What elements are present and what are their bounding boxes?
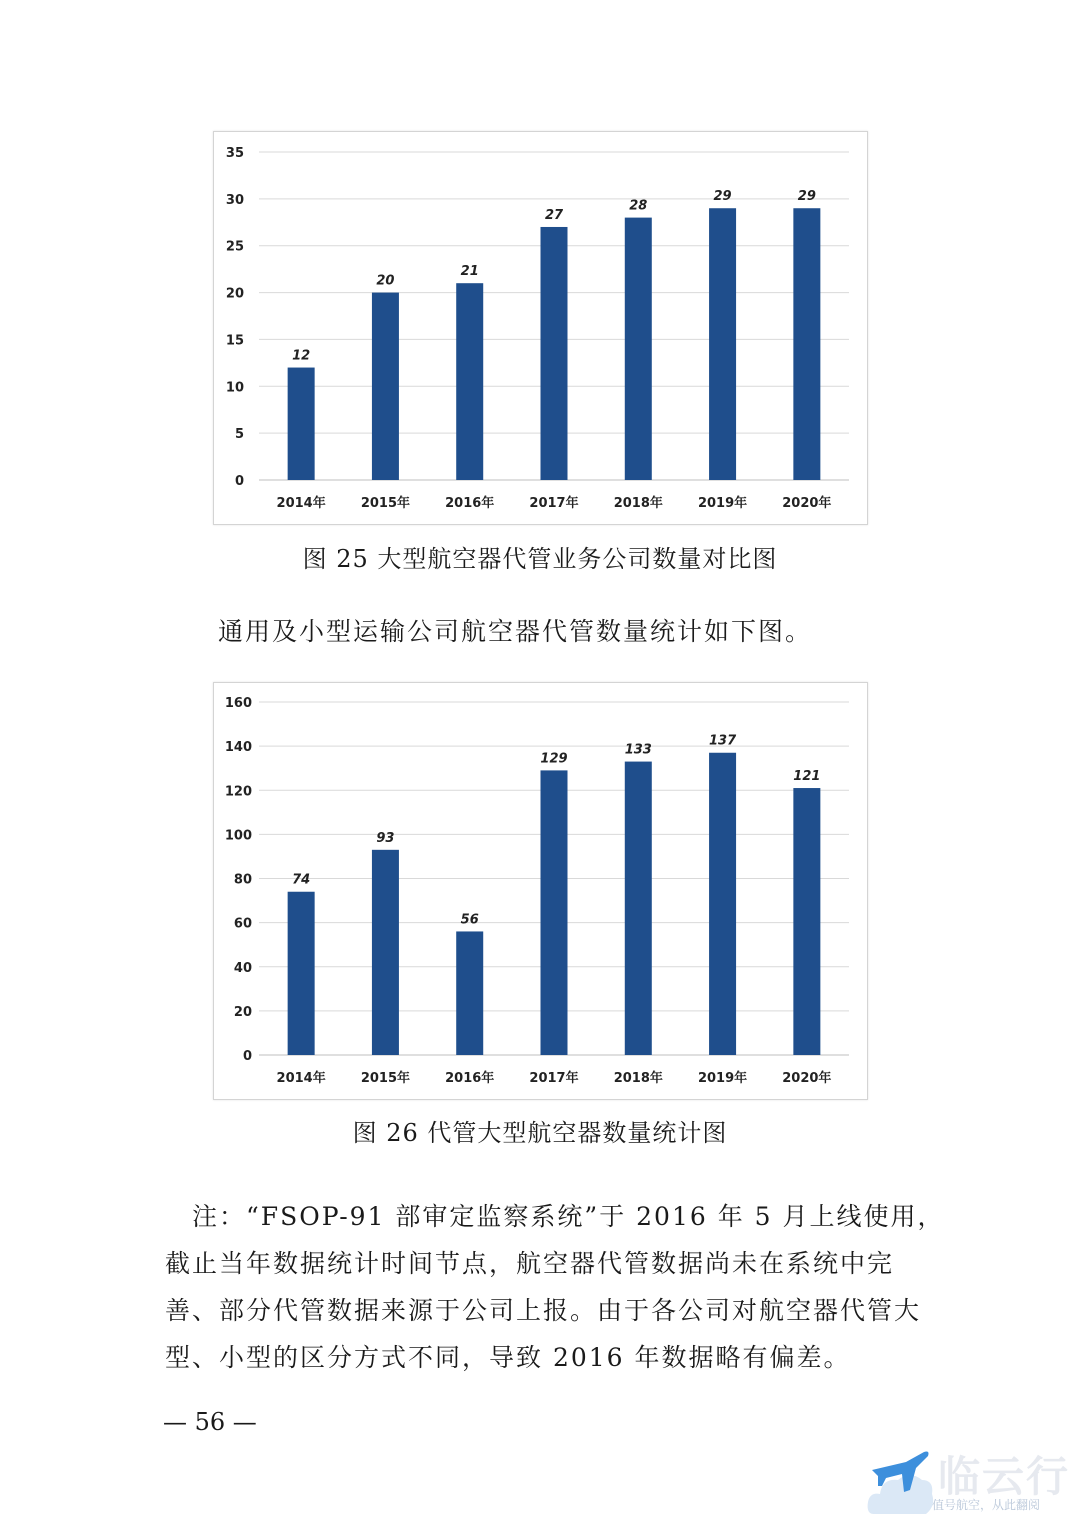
watermark-slogan: 值号航空，从此翻阅 bbox=[932, 1498, 1041, 1512]
y-tick-label: 25 bbox=[225, 239, 244, 255]
bar bbox=[456, 283, 483, 480]
y-tick-label: 10 bbox=[225, 380, 244, 396]
caption-fig26: 图 26 代管大型航空器数量统计图 bbox=[352, 1119, 728, 1147]
bar bbox=[288, 892, 315, 1055]
caption-fig25: 图 25 大型航空器代管业务公司数量对比图 bbox=[302, 545, 778, 573]
y-tick-label: 30 bbox=[225, 192, 244, 208]
note-line: 型、小型的区分方式不同，导致 2016 年数据略有偏差。 bbox=[165, 1343, 851, 1372]
y-tick-label: 120 bbox=[224, 784, 252, 800]
data-label: 133 bbox=[624, 742, 652, 758]
bar bbox=[288, 368, 315, 480]
data-label: 27 bbox=[544, 207, 564, 223]
chart-fig25 bbox=[213, 131, 868, 525]
x-tick-label: 2015年 bbox=[360, 1071, 411, 1086]
bar bbox=[541, 227, 568, 480]
y-tick-label: 160 bbox=[224, 696, 252, 711]
x-tick-label: 2019年 bbox=[697, 1071, 748, 1086]
x-tick-label: 2017年 bbox=[529, 496, 579, 511]
bar bbox=[372, 850, 399, 1055]
data-label: 56 bbox=[460, 912, 479, 928]
y-tick-label: 0 bbox=[234, 474, 244, 489]
data-label: 74 bbox=[292, 872, 311, 888]
x-tick-label: 2014年 bbox=[276, 496, 326, 511]
plane-cloud-icon bbox=[866, 1444, 936, 1520]
bar bbox=[625, 218, 652, 480]
page-number: — 56 — bbox=[163, 1408, 257, 1436]
data-label: 20 bbox=[376, 273, 395, 289]
y-tick-label: 15 bbox=[225, 333, 244, 349]
x-tick-label: 2019年 bbox=[697, 496, 748, 511]
data-label: 29 bbox=[797, 189, 816, 205]
x-tick-label: 2014年 bbox=[276, 1071, 326, 1086]
bar bbox=[456, 931, 483, 1055]
x-tick-label: 2020年 bbox=[782, 1071, 832, 1086]
chart-fig26-svg bbox=[214, 683, 867, 1099]
x-tick-label: 2018年 bbox=[613, 496, 663, 511]
y-tick-label: 35 bbox=[225, 146, 244, 161]
y-tick-label: 140 bbox=[224, 740, 252, 756]
bar bbox=[541, 770, 568, 1055]
data-label: 129 bbox=[540, 751, 568, 767]
chart-fig25-svg bbox=[214, 132, 867, 524]
note-line: 注：“FSOP-91 部审定监察系统”于 2016 年 5 月上线使用， bbox=[165, 1202, 945, 1231]
bar bbox=[709, 208, 736, 480]
note-line: 截止当年数据统计时间节点，航空器代管数据尚未在系统中完 bbox=[165, 1249, 895, 1278]
data-label: 29 bbox=[713, 189, 732, 205]
y-tick-label: 20 bbox=[225, 286, 244, 302]
bar bbox=[793, 788, 820, 1055]
data-label: 28 bbox=[629, 198, 648, 214]
x-tick-label: 2020年 bbox=[782, 496, 832, 511]
x-tick-label: 2016年 bbox=[445, 1071, 495, 1086]
y-tick-label: 60 bbox=[233, 916, 252, 932]
bar bbox=[793, 208, 820, 480]
x-tick-label: 2017年 bbox=[529, 1071, 579, 1086]
chart-fig26 bbox=[213, 682, 868, 1100]
bar bbox=[372, 293, 399, 480]
y-tick-label: 100 bbox=[224, 828, 252, 844]
bar bbox=[709, 753, 736, 1055]
intro-paragraph: 通用及小型运输公司航空器代管数量统计如下图。 bbox=[218, 617, 813, 646]
note-paragraph bbox=[165, 1193, 945, 1381]
data-label: 12 bbox=[292, 348, 311, 364]
watermark-logo bbox=[866, 1444, 1072, 1520]
x-tick-label: 2015年 bbox=[360, 496, 411, 511]
data-label: 137 bbox=[709, 733, 737, 749]
y-tick-label: 40 bbox=[233, 960, 252, 976]
y-tick-label: 5 bbox=[234, 427, 244, 443]
y-tick-label: 20 bbox=[233, 1004, 252, 1020]
x-tick-label: 2018年 bbox=[613, 1071, 663, 1086]
x-tick-label: 2016年 bbox=[445, 496, 495, 511]
note-line: 善、部分代管数据来源于公司上报。由于各公司对航空器代管大 bbox=[165, 1296, 922, 1325]
data-label: 93 bbox=[376, 830, 395, 846]
data-label: 21 bbox=[460, 264, 479, 280]
bar bbox=[625, 762, 652, 1055]
data-label: 121 bbox=[793, 769, 821, 785]
y-tick-label: 80 bbox=[233, 872, 252, 888]
y-tick-label: 0 bbox=[242, 1049, 252, 1064]
watermark-name: 临云行 bbox=[938, 1452, 1071, 1501]
